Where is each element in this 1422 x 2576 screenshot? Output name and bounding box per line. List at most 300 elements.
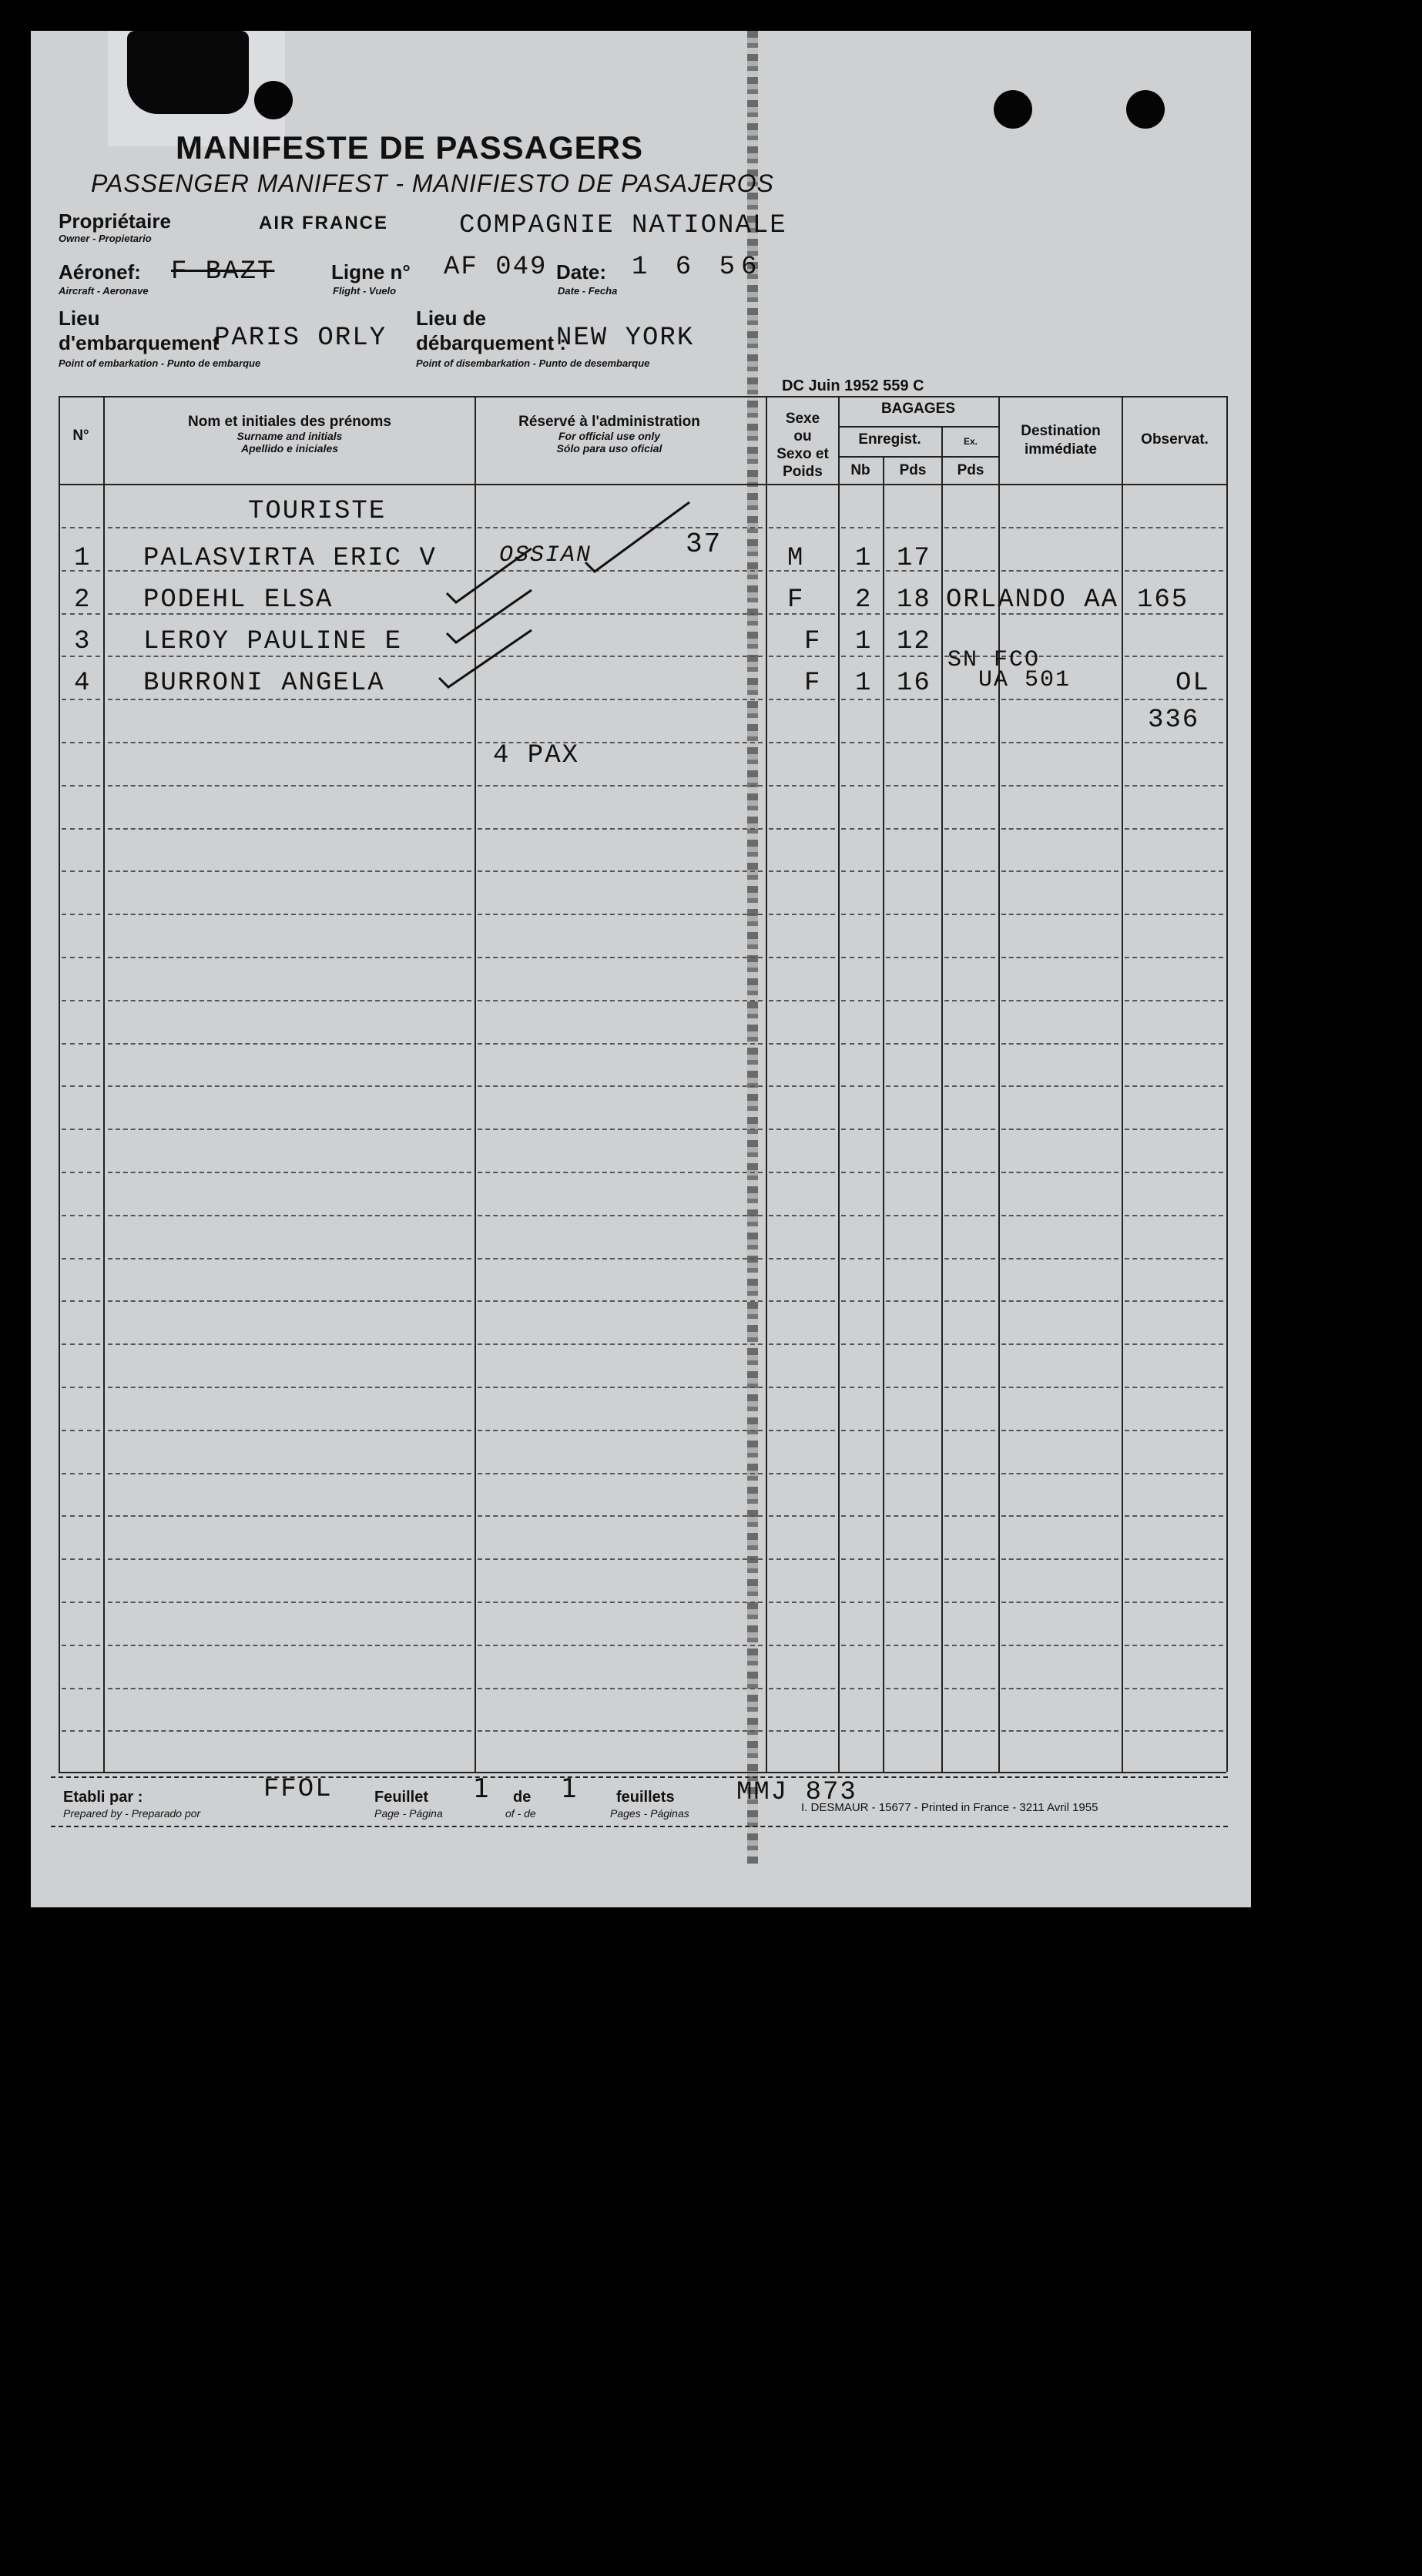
row-rule: [108, 1387, 471, 1388]
row-rule: [1001, 1300, 1118, 1302]
printer-credit: I. DESMAUR - 15677 - Printed in France - 3211 Avril 1955: [801, 1801, 1098, 1814]
row-rule: [944, 828, 995, 830]
col-header-pds-excess: Pds: [957, 462, 984, 478]
row-rule: [1125, 1730, 1223, 1732]
owner-value: COMPAGNIE NATIONALE: [459, 211, 787, 240]
manifest-title: MANIFESTE DE PASSAGERS: [176, 129, 643, 166]
row-rule: [1001, 1085, 1118, 1087]
col-header-admin-sub1: For official use only: [558, 430, 660, 442]
row-rule: [1125, 1688, 1223, 1689]
row-rule: [769, 1172, 835, 1173]
row-rule: [886, 785, 938, 787]
pax-total: 4 PAX: [493, 741, 580, 770]
page-label: Feuillet: [374, 1789, 429, 1806]
row-rule: [1125, 1172, 1223, 1173]
row-rule: [769, 1515, 835, 1517]
row-rule: [841, 785, 880, 787]
row-rule: [108, 914, 471, 915]
col-header-bagages: BAGAGES: [880, 401, 956, 417]
row-rule: [841, 914, 880, 915]
baggage-count: 1: [855, 544, 873, 573]
observation-total: 336: [1148, 706, 1200, 735]
passenger-sex: M: [787, 544, 805, 573]
col-header-sex-4: Poids: [783, 464, 823, 480]
row-rule: [944, 1300, 995, 1302]
page-value: 1: [473, 1773, 490, 1804]
prepared-sublabel: Prepared by - Preparado por: [63, 1807, 201, 1820]
row-number: 2: [74, 585, 92, 615]
row-rule: [1125, 1430, 1223, 1431]
pages-sublabel: Pages - Páginas: [610, 1807, 689, 1820]
flight-value: AF 049: [444, 253, 548, 282]
row-rule: [62, 785, 100, 787]
col-header-destination-1: Destination: [1021, 423, 1101, 439]
owner-sublabel: Owner - Propietario: [59, 233, 152, 244]
row-rule: [478, 870, 763, 872]
page-sublabel: Page - Página: [374, 1807, 443, 1820]
col-header-admin-text: Réservé à l'administration: [518, 414, 700, 430]
passenger-sex: F: [804, 669, 822, 698]
baggage-count: 1: [855, 669, 873, 698]
form-code: DC Juin 1952 559 C: [782, 377, 924, 394]
row-rule: [62, 1172, 100, 1173]
row-rule: [108, 1172, 471, 1173]
row-number: 1: [74, 544, 92, 573]
row-rule: [841, 1258, 880, 1259]
row-rule: [841, 1215, 880, 1216]
row-rule: [944, 1473, 995, 1474]
passenger-name: PODEHL ELSA: [143, 585, 334, 615]
row-rule: [841, 1688, 880, 1689]
row-rule: [1001, 1730, 1118, 1732]
col-header-no: N°: [72, 428, 89, 444]
date-label: Date:: [556, 260, 607, 283]
row-rule: [1001, 785, 1118, 787]
row-rule: [108, 1473, 471, 1474]
baggage-count: 1: [855, 627, 873, 656]
embark-sublabel: Point of embarkation - Punto de embarque: [59, 357, 261, 369]
row-rule: [769, 1473, 835, 1474]
row-rule: [769, 1343, 835, 1345]
col-header-destination-2: immédiate: [1025, 441, 1097, 458]
row-rule: [478, 1688, 763, 1689]
col-header-name-text: Nom et initiales des prénoms: [188, 414, 391, 430]
row-rule: [769, 1558, 835, 1560]
aircraft-label: Aéronef:: [59, 260, 141, 283]
row-rule: [1001, 957, 1118, 958]
row-rule: [769, 1730, 835, 1732]
col-header-observ: Observat.: [1141, 431, 1209, 448]
row-rule: [944, 1129, 995, 1130]
row-rule: [944, 1515, 995, 1517]
manifest-subtitle: PASSENGER MANIFEST - MANIFIESTO DE PASAJEROS: [91, 169, 774, 197]
owner-label: Propriétaire: [59, 210, 171, 233]
row-rule: [1001, 1515, 1118, 1517]
baggage-weight: 12: [897, 627, 931, 656]
row-rule: [1001, 1172, 1118, 1173]
owner-printed: AIR FRANCE: [259, 213, 388, 233]
row-rule: [1125, 1515, 1223, 1517]
row-rule: [108, 1300, 471, 1302]
baggage-weight: 16: [897, 669, 931, 698]
row-rule: [886, 1430, 938, 1431]
row-rule: [62, 1688, 100, 1689]
date-sublabel: Date - Fecha: [558, 285, 618, 297]
row-rule: [769, 870, 835, 872]
row-rule: [478, 1430, 763, 1431]
row-rule: [478, 914, 763, 915]
row-rule: [1001, 1688, 1118, 1689]
row-rule: [108, 1129, 471, 1130]
row-rule: [944, 1258, 995, 1259]
row-rule: [1001, 870, 1118, 872]
row-rule: [944, 1215, 995, 1216]
row-rule: [478, 1558, 763, 1560]
row-rule: [769, 957, 835, 958]
row-rule: [478, 1602, 763, 1603]
row-rule: [478, 1215, 763, 1216]
row-rule: [1125, 1258, 1223, 1259]
row-rule: [478, 1343, 763, 1345]
col-header-nb: Nb: [850, 462, 870, 478]
row-rule: [944, 1558, 995, 1560]
date-value: 1 6 56: [632, 253, 763, 282]
row-rule: [841, 1730, 880, 1732]
row-rule: [108, 1258, 471, 1259]
row-rule: [478, 1043, 763, 1045]
row-rule: [62, 870, 100, 872]
row-rule: [478, 1000, 763, 1001]
row-rule: [841, 1602, 880, 1603]
embark-value: PARIS ORLY: [214, 324, 387, 353]
row-rule: [1125, 1000, 1223, 1001]
col-header-name-sub1: Surname and initials: [236, 430, 343, 442]
row-rule: [62, 1343, 100, 1345]
row-rule: [886, 914, 938, 915]
row-rule: [62, 1645, 100, 1646]
row-rule: [886, 1300, 938, 1302]
row-rule: [108, 1043, 471, 1045]
row-rule: [769, 1645, 835, 1646]
row-rule: [886, 1473, 938, 1474]
row-rule: [478, 828, 763, 830]
col-header-sex-1: Sexe: [785, 411, 820, 427]
row-rule: [1125, 1558, 1223, 1560]
row-rule: [944, 1430, 995, 1431]
check-mark: [447, 590, 532, 642]
row-rule: [944, 914, 995, 915]
row-rule: [944, 957, 995, 958]
row-rule: [108, 957, 471, 958]
row-rule: [478, 1387, 763, 1388]
row-rule: [841, 1300, 880, 1302]
row-rule: [1001, 828, 1118, 830]
row-rule: [841, 1558, 880, 1560]
destination-line2: UA 501: [978, 667, 1072, 693]
row-rule: [108, 870, 471, 872]
row-rule: [108, 1730, 471, 1732]
reference-number: MMJ 873: [736, 1778, 857, 1807]
row-rule: [478, 1645, 763, 1646]
row-rule: [886, 1258, 938, 1259]
row-rule: [62, 1602, 100, 1603]
check-mark: [585, 502, 689, 572]
row-rule: [841, 1085, 880, 1087]
row-rule: [841, 1515, 880, 1517]
row-rule: [108, 1343, 471, 1345]
row-number: 3: [74, 627, 92, 656]
row-rule: [108, 1688, 471, 1689]
row-rule: [1001, 1387, 1118, 1388]
col-header-admin-sub2: Sólo para uso oficial: [556, 442, 662, 454]
of-sublabel: of - de: [505, 1807, 536, 1820]
row-rule: [478, 1085, 763, 1087]
row-rule: [62, 1215, 100, 1216]
embark-label-line1: Lieu: [59, 307, 100, 330]
row-rule: [769, 1387, 835, 1388]
row-rule: [944, 1730, 995, 1732]
row-rule: [769, 1602, 835, 1603]
prepared-label: Etabli par :: [63, 1789, 143, 1806]
col-header-pds: Pds: [899, 462, 927, 478]
row-rule: [1001, 1645, 1118, 1646]
row-rule: [841, 828, 880, 830]
row-rule: [108, 785, 471, 787]
row-rule: [62, 1085, 100, 1087]
row-rule: [886, 1688, 938, 1689]
row-rule: [886, 828, 938, 830]
observation: OL: [1175, 669, 1210, 698]
row-rule: [62, 1300, 100, 1302]
row-rule: [108, 828, 471, 830]
row-rule: [1125, 1387, 1223, 1388]
row-rule: [62, 914, 100, 915]
row-rule: [108, 1515, 471, 1517]
of-value: 1: [561, 1773, 578, 1804]
row-rule: [886, 1730, 938, 1732]
row-rule: [944, 1387, 995, 1388]
row-rule: [1125, 1645, 1223, 1646]
row-rule: [1001, 1602, 1118, 1603]
row-rule: [944, 1085, 995, 1087]
row-rule: [886, 957, 938, 958]
row-rule: [841, 1000, 880, 1001]
of-label: de: [513, 1789, 532, 1806]
footer-bottom-rule: [51, 1826, 1228, 1827]
row-rule: [769, 1000, 835, 1001]
row-rule: [478, 785, 763, 787]
row-rule: [841, 957, 880, 958]
row-rule: [769, 785, 835, 787]
col-header-sex-3: Sexo et: [776, 446, 829, 462]
row-rule: [1125, 1215, 1223, 1216]
pages-label: feuillets: [616, 1789, 675, 1806]
row-rule: [108, 1558, 471, 1560]
row-rule: [769, 828, 835, 830]
row-rule: [62, 1430, 100, 1431]
row-rule: [1125, 1602, 1223, 1603]
footer-top-rule: [51, 1776, 1228, 1778]
row-rule: [769, 1085, 835, 1087]
row-rule: [108, 1430, 471, 1431]
aircraft-value: F BAZT: [171, 257, 275, 287]
row-rule: [1125, 785, 1223, 787]
row-rule: [886, 1387, 938, 1388]
row-rule: [886, 1515, 938, 1517]
row-rule: [886, 1645, 938, 1646]
destination: ORLANDO AA: [946, 585, 1119, 615]
aircraft-sublabel: Aircraft - Aeronave: [59, 285, 149, 297]
row-rule: [1125, 1300, 1223, 1302]
row-rule: [841, 870, 880, 872]
row-rule: [944, 1602, 995, 1603]
row-rule: [62, 1387, 100, 1388]
row-rule: [944, 1688, 995, 1689]
row-rule: [841, 1645, 880, 1646]
row-rule: [108, 1602, 471, 1603]
admin-note-number: 37: [686, 528, 723, 560]
prepared-value: FFOL: [263, 1775, 333, 1804]
row-rule: [62, 1473, 100, 1474]
baggage-count: 2: [855, 585, 873, 615]
row-rule: [478, 1129, 763, 1130]
row-rule: [769, 1043, 835, 1045]
row-rule: [841, 1129, 880, 1130]
row-rule: [478, 1730, 763, 1732]
row-rule: [886, 1172, 938, 1173]
row-rule: [841, 1043, 880, 1045]
row-rule: [769, 1688, 835, 1689]
row-rule: [886, 1343, 938, 1345]
col-header-sex-2: ou: [793, 428, 812, 444]
row-rule: [886, 1215, 938, 1216]
row-rule: [1125, 870, 1223, 872]
col-header-enregist: Enregist.: [858, 431, 921, 448]
row-rule: [886, 1129, 938, 1130]
row-rule: [886, 1085, 938, 1087]
row-rule: [478, 1258, 763, 1259]
row-number: 4: [74, 669, 92, 698]
row-rule: [62, 1515, 100, 1517]
row-rule: [769, 1129, 835, 1130]
row-rule: [108, 1085, 471, 1087]
baggage-weight: 17: [897, 544, 931, 573]
check-marks: [0, 0, 1422, 770]
row-rule: [62, 828, 100, 830]
col-header-name-sub2: Apellido e iniciales: [240, 442, 339, 454]
row-rule: [108, 1000, 471, 1001]
row-rule: [1001, 1043, 1118, 1045]
row-rule: [62, 1129, 100, 1130]
row-rule: [841, 1172, 880, 1173]
row-rule: [944, 1343, 995, 1345]
row-rule: [1001, 914, 1118, 915]
row-rule: [1125, 914, 1223, 915]
col-header-excess: Ex.: [963, 436, 978, 447]
row-rule: [944, 1043, 995, 1045]
row-rule: [478, 1515, 763, 1517]
row-rule: [769, 1430, 835, 1431]
row-rule: [62, 1043, 100, 1045]
row-rule: [108, 1645, 471, 1646]
row-rule: [1001, 1129, 1118, 1130]
row-rule: [769, 914, 835, 915]
section-label: TOURISTE: [248, 497, 387, 526]
flight-label: Ligne n°: [331, 260, 411, 283]
row-rule: [62, 957, 100, 958]
embark-label-line2: d'embarquement: [59, 331, 220, 354]
row-rule: [886, 870, 938, 872]
row-rule: [769, 1258, 835, 1259]
row-rule: [944, 1645, 995, 1646]
row-rule: [478, 1172, 763, 1173]
row-rule: [886, 1558, 938, 1560]
row-rule: [841, 1387, 880, 1388]
row-rule: [841, 1343, 880, 1345]
row-rule: [478, 1473, 763, 1474]
row-rule: [944, 1172, 995, 1173]
destination-line1: SN FCO: [947, 647, 1041, 673]
row-rule: [886, 1043, 938, 1045]
row-rule: [62, 1258, 100, 1259]
observation: 165: [1137, 585, 1189, 615]
row-rule: [769, 1215, 835, 1216]
row-rule: [62, 1558, 100, 1560]
flight-sublabel: Flight - Vuelo: [333, 285, 397, 297]
row-rule: [841, 1473, 880, 1474]
row-rule: [886, 1000, 938, 1001]
admin-note: OSSIAN: [499, 542, 592, 569]
row-rule: [1125, 1085, 1223, 1087]
check-mark: [447, 548, 532, 602]
passenger-sex: F: [787, 585, 805, 615]
passenger-sex: F: [804, 627, 822, 656]
row-rule: [1001, 1343, 1118, 1345]
row-rule: [1125, 1129, 1223, 1130]
row-rule: [1001, 1215, 1118, 1216]
baggage-weight: 18: [897, 585, 931, 615]
passenger-name: LEROY PAULINE E: [143, 627, 403, 656]
row-rule: [1001, 1258, 1118, 1259]
row-rule: [1125, 1043, 1223, 1045]
row-rule: [1125, 1343, 1223, 1345]
row-rule: [62, 1730, 100, 1732]
row-rule: [944, 870, 995, 872]
row-rule: [841, 1430, 880, 1431]
row-rule: [1125, 828, 1223, 830]
row-rule: [1001, 1473, 1118, 1474]
row-rule: [1001, 1000, 1118, 1001]
row-rule: [1001, 1430, 1118, 1431]
row-rule: [62, 1000, 100, 1001]
passenger-name: BURRONI ANGELA: [143, 669, 385, 698]
row-rule: [944, 1000, 995, 1001]
row-rule: [944, 785, 995, 787]
row-rule: [886, 1602, 938, 1603]
row-rule: [1125, 957, 1223, 958]
disembark-label-line1: Lieu de: [416, 307, 487, 330]
passenger-name: PALASVIRTA ERIC V: [143, 544, 437, 573]
disembark-sublabel: Point of disembarkation - Punto de desembarque: [416, 357, 650, 369]
row-rule: [478, 957, 763, 958]
disembark-label-line2: débarquement :: [416, 331, 567, 354]
row-rule: [1125, 1473, 1223, 1474]
row-rule: [478, 1300, 763, 1302]
row-rule: [108, 1215, 471, 1216]
row-rule: [1001, 1558, 1118, 1560]
disembark-value: NEW YORK: [556, 324, 695, 353]
row-rule: [769, 1300, 835, 1302]
